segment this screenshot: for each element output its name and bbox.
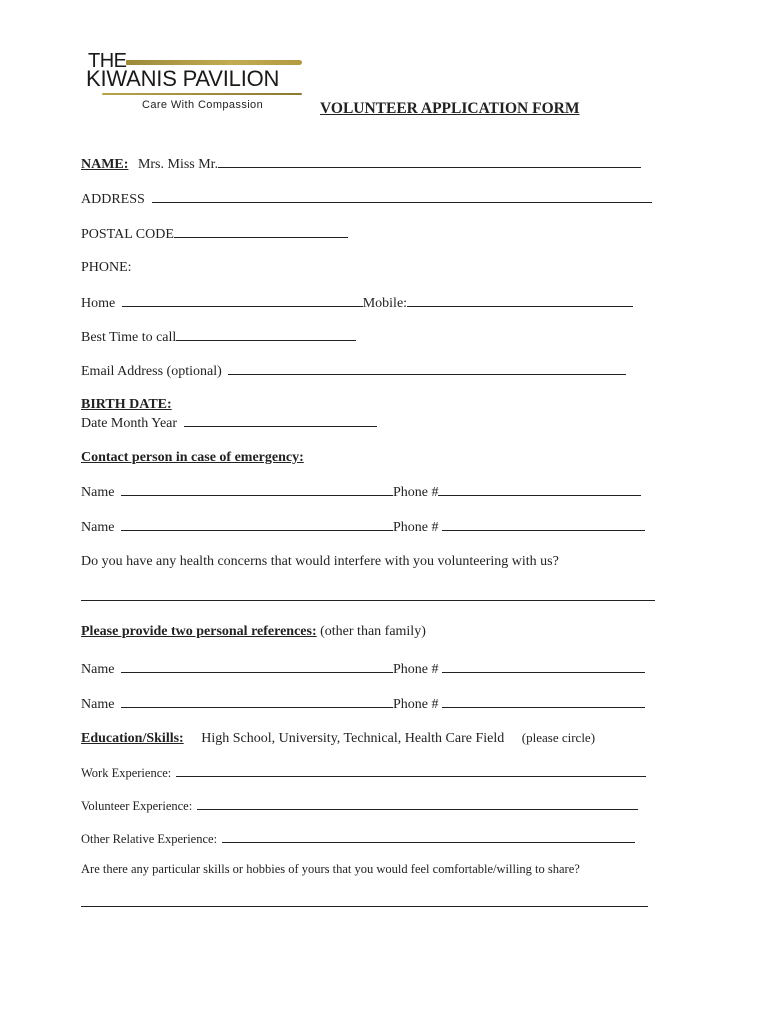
skills-answer-field[interactable]	[81, 906, 648, 907]
other-experience-label: Other Relative Experience:	[81, 832, 218, 846]
email-row	[81, 362, 626, 380]
references-note: (other than family)	[320, 624, 426, 639]
kiwanis-pavilion-logo	[86, 50, 316, 120]
name-label: NAME:	[81, 157, 129, 172]
logo-the-text: THE	[88, 50, 127, 72]
best-time-label: Best Time to call	[81, 330, 177, 345]
education-options[interactable]: High School, University, Technical, Health Care Field	[201, 731, 505, 746]
postal-label: POSTAL CODE	[81, 227, 174, 242]
address-label: ADDRESS	[81, 192, 145, 207]
mobile-phone-field[interactable]	[407, 294, 633, 307]
logo-gold-swoosh	[126, 60, 302, 65]
other-experience-row	[81, 830, 635, 847]
emergency-phone-label: Phone #	[392, 520, 439, 535]
other-experience-field[interactable]	[222, 830, 635, 843]
name-titles: Mrs. Miss Mr.	[137, 157, 219, 172]
emergency-contact-row	[81, 483, 641, 501]
emergency-name-label: Name	[81, 520, 115, 535]
work-experience-field[interactable]	[176, 764, 646, 777]
email-label: Email Address (optional)	[81, 364, 222, 379]
name-row	[81, 155, 641, 173]
address-field[interactable]	[152, 190, 652, 203]
emergency-name-label: Name	[81, 485, 115, 500]
reference-name-field[interactable]	[121, 660, 393, 673]
skills-question: Are there any particular skills or hobbies of yours that you would feel comfortable/willing to share?	[81, 862, 580, 876]
reference-row	[81, 660, 645, 678]
reference-name-field[interactable]	[121, 695, 393, 708]
work-experience-label: Work Experience:	[81, 766, 172, 780]
birth-date-row	[81, 414, 377, 432]
emergency-phone-field[interactable]	[438, 483, 641, 496]
references-heading: Please provide two personal references:	[81, 624, 317, 639]
postal-field[interactable]	[174, 225, 348, 238]
emergency-contact-row	[81, 518, 645, 536]
birth-date-label: BIRTH DATE:	[81, 397, 172, 412]
volunteer-experience-label: Volunteer Experience:	[81, 799, 193, 813]
postal-row	[81, 225, 348, 243]
reference-phone-field[interactable]	[442, 660, 645, 673]
emergency-phone-label: Phone #	[392, 485, 439, 500]
reference-phone-label: Phone #	[392, 662, 439, 677]
reference-name-label: Name	[81, 697, 115, 712]
reference-phone-field[interactable]	[442, 695, 645, 708]
logo-name-text: KIWANIS PAVILION	[86, 66, 280, 91]
education-row	[81, 730, 595, 747]
address-row	[81, 190, 652, 208]
health-answer-field[interactable]	[81, 600, 655, 601]
reference-row	[81, 695, 645, 713]
home-mobile-row	[81, 294, 633, 312]
best-time-field[interactable]	[176, 328, 356, 341]
emergency-heading: Contact person in case of emergency:	[81, 450, 304, 465]
emergency-name-field[interactable]	[121, 518, 393, 531]
birth-date-fields-label: Date Month Year	[81, 416, 178, 431]
volunteer-experience-row	[81, 797, 638, 814]
form-title: VOLUNTEER APPLICATION FORM	[320, 100, 580, 117]
name-field[interactable]	[218, 155, 641, 168]
mobile-label: Mobile:	[362, 296, 408, 311]
best-time-row	[81, 328, 356, 346]
home-phone-field[interactable]	[122, 294, 363, 307]
education-note: (please circle)	[521, 730, 596, 745]
logo-tagline: Care With Compassion	[142, 99, 264, 111]
birth-date-field[interactable]	[184, 414, 377, 427]
emergency-name-field[interactable]	[121, 483, 393, 496]
volunteer-experience-field[interactable]	[197, 797, 638, 810]
logo-underline	[102, 93, 302, 95]
education-label: Education/Skills:	[81, 731, 184, 746]
phone-label: PHONE:	[81, 260, 132, 275]
home-label: Home	[81, 296, 116, 311]
email-field[interactable]	[228, 362, 626, 375]
reference-name-label: Name	[81, 662, 115, 677]
references-heading-row	[81, 624, 426, 640]
emergency-phone-field[interactable]	[442, 518, 645, 531]
work-experience-row	[81, 764, 646, 781]
reference-phone-label: Phone #	[392, 697, 439, 712]
health-question: Do you have any health concerns that would interfere with you volunteering with us?	[81, 554, 559, 569]
